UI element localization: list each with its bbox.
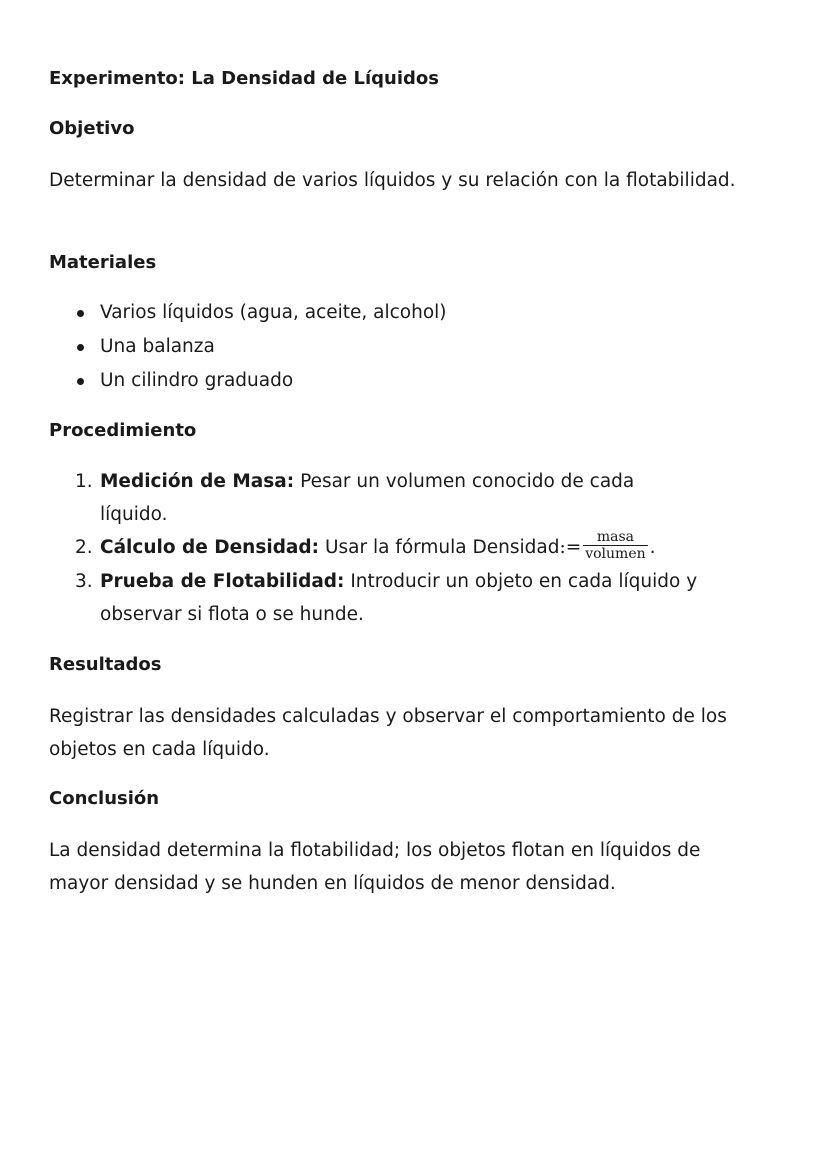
list-item: 1. Medición de Masa: Pesar un volumen conocido de cada líquido. — [75, 471, 635, 525]
assign-operator: := — [559, 537, 582, 558]
objective-heading: Objetivo — [49, 118, 135, 139]
list-item: 2. Cálculo de Densidad: Usar la fórmula Densidad:= $\frac{\text{masa}}{\text{volumen}}$ . — [75, 528, 656, 562]
procedure-list — [49, 465, 700, 631]
bullet-icon — [77, 310, 84, 317]
list-item: Un cilindro graduado — [49, 364, 447, 398]
step-label: Cálculo de Densidad: — [100, 537, 320, 558]
fraction-numerator: masa — [583, 529, 647, 546]
density-fraction — [583, 529, 647, 562]
list-item: 3. Prueba de Flotabilidad: Introducir un objeto en cada líquido y observar si flota o se hunde. — [75, 570, 698, 625]
results-text: Registrar las densidades calculadas y observar el comportamiento de los objetos en cada líquido. — [49, 706, 727, 760]
bullet-icon — [77, 344, 84, 351]
conclusion-text: La densidad determina la flotabilidad; los objetos flotan en líquidos de mayor densidad y se hunden en líquidos de menor densidad. — [49, 840, 701, 894]
step-label: Prueba de Flotabilidad: — [100, 570, 345, 592]
list-item: Varios líquidos (agua, aceite, alcohol) — [49, 296, 447, 330]
procedure-heading: Procedimiento — [49, 420, 197, 441]
document-title: Experimento: La Densidad de Líquidos — [49, 68, 440, 89]
materials-list — [49, 296, 447, 398]
step-label: Medición de Masa: — [100, 471, 295, 492]
materials-heading: Materiales — [49, 252, 157, 273]
list-item: Una balanza — [49, 330, 447, 364]
fraction-denominator: volumen — [585, 545, 646, 562]
objective-text: Determinar la densidad de varios líquidos y su relación con la flotabilidad. — [49, 170, 736, 191]
conclusion-heading: Conclusión — [49, 788, 160, 809]
results-heading: Resultados — [49, 654, 162, 675]
bullet-icon — [77, 378, 84, 385]
